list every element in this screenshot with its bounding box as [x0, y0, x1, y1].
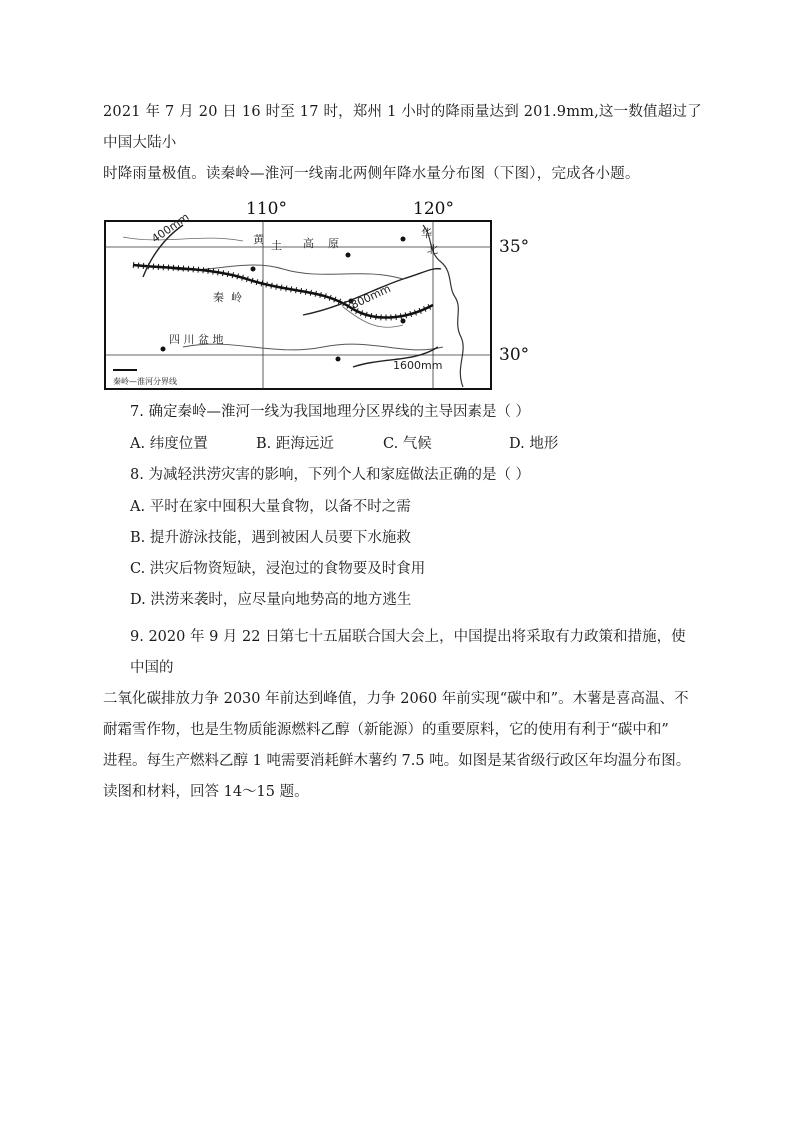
q7-stem: 7. 确定秦岭—淮河一线为我国地理分区界线的主导因素是（ ）	[130, 404, 531, 420]
city-dot	[401, 319, 406, 324]
q8-option-a[interactable]: A. 平时在家中囤积大量食物，以备不时之需	[130, 499, 411, 515]
q7-option-b[interactable]: B. 距海远近	[256, 436, 334, 452]
city-dot	[401, 237, 406, 242]
q9-paragraph	[103, 622, 700, 808]
q8-stem: 8. 为减轻洪涝灾害的影响，下列个人和家庭做法正确的是（ ）	[130, 467, 531, 483]
city-dot	[346, 253, 351, 258]
city-dot	[161, 347, 166, 352]
lat-35-label: 35°	[499, 237, 530, 257]
precipitation-map	[103, 197, 543, 392]
q7-option-a[interactable]: A. 纬度位置	[130, 436, 208, 452]
q7-option-d[interactable]: D. 地形	[509, 436, 559, 452]
q9-line-1: 9. 2020 年 9 月 22 日第七十五届联合国大会上，中国提出将采取有力政策和措施，使中国的	[130, 629, 686, 676]
isohyet-1600-label: 1600mm	[393, 359, 443, 372]
lon-120-label: 120°	[413, 199, 454, 219]
q8-option-b[interactable]: B. 提升游泳技能，遇到被困人员要下水施救	[130, 530, 411, 546]
loess-label-3: 高	[303, 237, 314, 250]
q8-option-c[interactable]: C. 洪灾后物资短缺，浸泡过的食物要及时食用	[130, 561, 426, 577]
isohyet-800-label: 800mm	[348, 282, 393, 312]
lat-30-label: 30°	[499, 345, 530, 365]
q7-option-c[interactable]: C. 气候	[383, 436, 432, 452]
loess-label-2: 土	[271, 239, 282, 252]
lon-110-label: 110°	[246, 199, 287, 219]
loess-label-1: 黄	[253, 233, 264, 246]
intro-line-2: 时降雨量极值。读秦岭—淮河一线南北两侧年降水量分布图（下图），完成各小题。	[103, 166, 640, 182]
intro-line-1: 2021 年 7 月 20 日 16 时至 17 时，郑州 1 小时的降雨量达到 201.9mm,这一数值超过了中国大陆小	[103, 104, 702, 151]
q9-line-2: 二氧化碳排放力争 2030 年前达到峰值，力争 2060 年前实现“碳中和”。木薯是喜高温、不	[103, 691, 689, 707]
q9-line-4: 进程。每生产燃料乙醇 1 吨需要消耗鲜木薯约 7.5 吨。如图是某省级行政区年均温分布图。	[103, 753, 691, 769]
sichuan-basin-label: 四 川 盆 地	[169, 333, 224, 346]
huabei-label-2: 北	[427, 243, 438, 256]
legend-label: 秦岭—淮河分界线	[113, 377, 177, 386]
city-dot	[336, 357, 341, 362]
q9-line-5: 读图和材料，回答 14～15 题。	[103, 784, 309, 800]
huabei-label-1: 华	[421, 227, 432, 240]
q9-line-3: 耐霜雪作物，也是生物质能源燃料乙醇（新能源）的重要原料，它的使用有利于“碳中和”	[103, 722, 669, 738]
intro-paragraph	[103, 97, 703, 190]
isohyet-400-label: 400mm	[149, 210, 192, 246]
q7-options	[130, 434, 558, 454]
q8-option-d[interactable]: D. 洪涝来袭时，应尽量向地势高的地方逃生	[130, 592, 412, 608]
city-dot	[251, 267, 256, 272]
map-figure	[103, 197, 543, 392]
qinling-label-2: 岭	[231, 291, 242, 304]
loess-label-4: 原	[328, 237, 339, 250]
qinling-label-1: 秦	[213, 291, 224, 304]
